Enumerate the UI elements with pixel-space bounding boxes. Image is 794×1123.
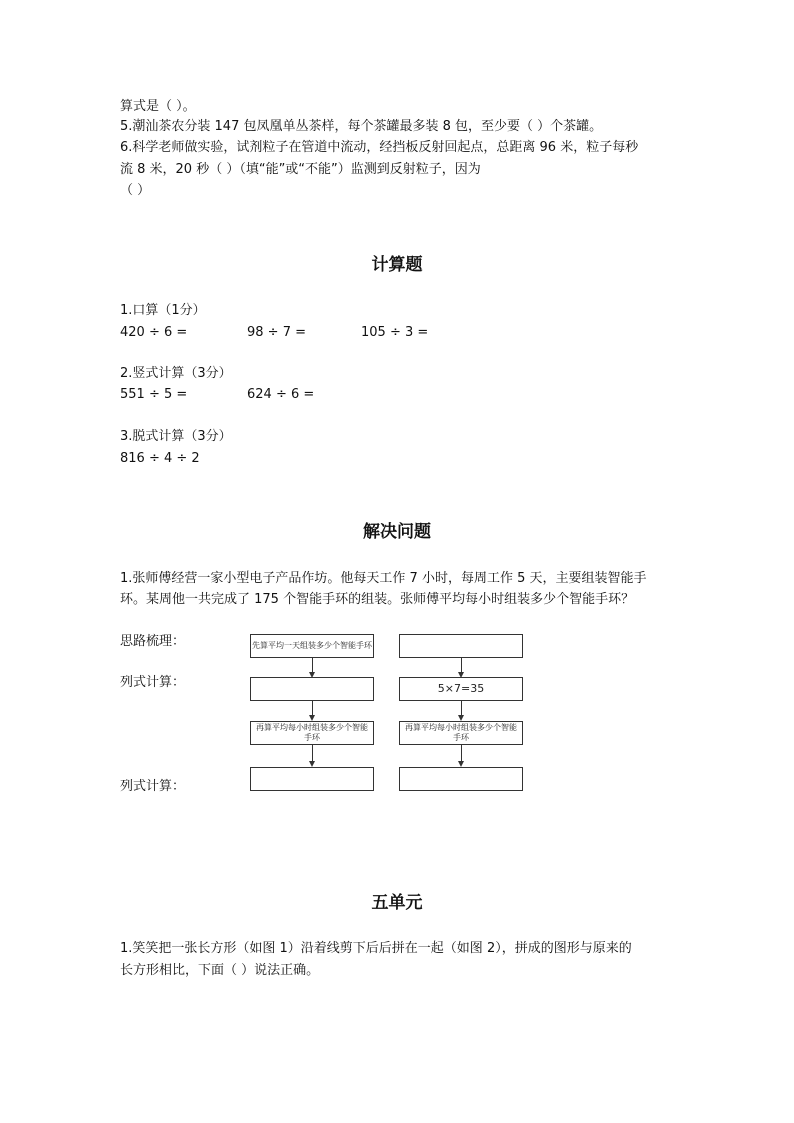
question-5: 5.潮汕茶农分装 147 包凤凰单丛茶样，每个茶罐最多装 8 包，至少要（ ）个茶罐。: [120, 119, 603, 134]
unit5-question-1-line1: 1.笑笑把一张长方形（如图 1）沿着线剪下后后拼在一起（如图 2），拼成的图形与原来的: [120, 941, 632, 956]
oral-calc-title: 1.口算（1分）: [120, 303, 206, 318]
flow-box-equation: 5×7=35: [399, 677, 523, 701]
flow-box-step2: 再算平均每小时组装多少个智能手环: [399, 721, 523, 745]
stepwise-calc-title: 3.脱式计算（3分）: [120, 429, 232, 444]
section-heading-problem-solving: 解决问题: [363, 522, 431, 542]
unit5-question-1-line2: 长方形相比，下面（ ）说法正确。: [120, 963, 320, 978]
flow-box-step1: 先算平均一天组装多少个智能手环: [250, 634, 374, 658]
oral-calc-item: 420 ÷ 6 =: [120, 325, 188, 340]
flow-box-answer[interactable]: [250, 767, 374, 791]
label-calc: 列式计算：: [120, 779, 186, 794]
label-calc: 列式计算：: [120, 675, 186, 690]
answer-line: 算式是（ ）。: [120, 99, 196, 114]
oral-calc-item: 98 ÷ 7 =: [247, 325, 306, 340]
problem-1-line2: 环。某周他一共完成了 175 个智能手环的组装。张师傅平均每小时组装多少个智能手环？: [120, 592, 635, 607]
flow-box-answer[interactable]: [399, 767, 523, 791]
problem-1-line1: 1.张师傅经营一家小型电子产品作坊。他每天工作 7 小时，每周工作 5 天，主要组装智能手: [120, 571, 647, 586]
flow-box-answer[interactable]: [250, 677, 374, 701]
flow-box-step2: 再算平均每小时组装多少个智能手环: [250, 721, 374, 745]
oral-calc-item: 105 ÷ 3 =: [361, 325, 429, 340]
question-6-line1: 6.科学老师做实验，试剂粒子在管道中流动，经挡板反射回起点，总距离 96 米，粒子每秒: [120, 140, 639, 155]
question-6-line2: 流 8 米，20 秒（ ）（填“能”或“不能”）监测到反射粒子，因为: [120, 162, 481, 177]
vertical-calc-title: 2.竖式计算（3分）: [120, 366, 232, 381]
stepwise-calc-item: 816 ÷ 4 ÷ 2: [120, 451, 200, 466]
flow-box-answer[interactable]: [399, 634, 523, 658]
section-heading-calculation: 计算题: [371, 255, 423, 275]
section-heading-unit5: 五单元: [371, 893, 423, 913]
vertical-calc-item: 624 ÷ 6 =: [247, 387, 315, 402]
question-6-line3: （ ）: [120, 183, 151, 198]
label-thinking: 思路梳理：: [120, 634, 186, 649]
vertical-calc-item: 551 ÷ 5 =: [120, 387, 188, 402]
